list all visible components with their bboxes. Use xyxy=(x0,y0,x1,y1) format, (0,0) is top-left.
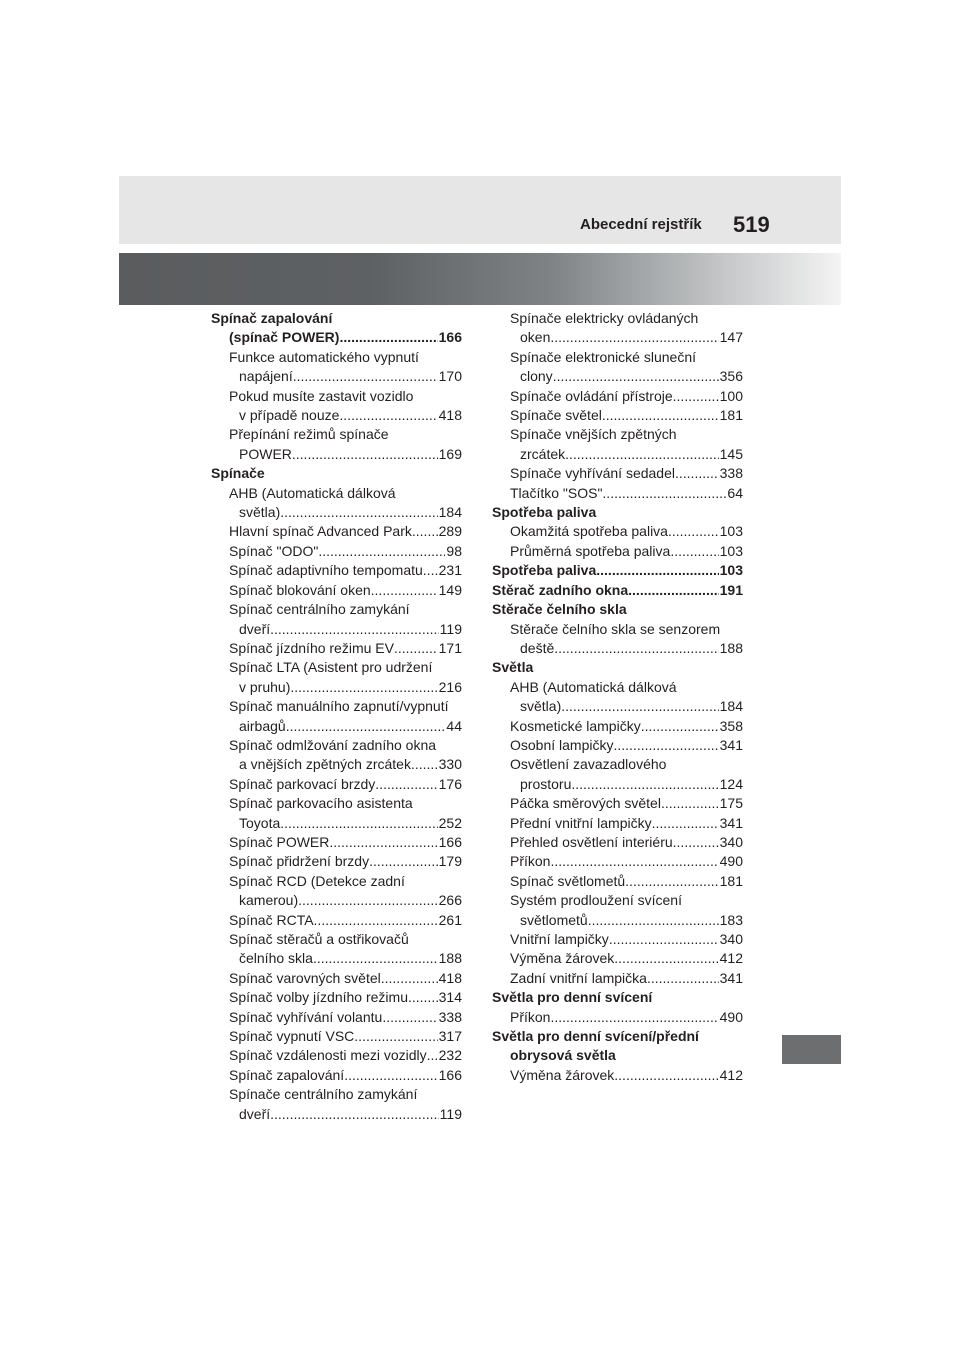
page-ref: 149 xyxy=(438,581,462,598)
page-ref: 176 xyxy=(438,775,462,792)
page-ref: 183 xyxy=(719,911,743,928)
dot-leader xyxy=(290,678,437,697)
index-entry xyxy=(211,658,462,697)
index-entry xyxy=(492,1008,743,1027)
page-ref: 100 xyxy=(719,387,743,404)
index-entry xyxy=(492,930,743,949)
dot-leader xyxy=(423,561,438,580)
entry-text: Spínač adaptivního tempomatu xyxy=(229,562,423,579)
entry-text: Spínač parkovací brzdy xyxy=(229,775,376,792)
page-ref: 103 xyxy=(719,562,743,579)
page-ref: 261 xyxy=(438,911,462,928)
dot-leader xyxy=(280,814,437,833)
index-entry xyxy=(211,542,462,561)
entry-text: Spínač blokování oken xyxy=(229,581,371,598)
index-entry xyxy=(211,600,462,639)
entry-text: Tlačítko "SOS" xyxy=(510,484,603,501)
entry-text: Spínač vzdálenosti mezi vozidly xyxy=(229,1047,427,1064)
entry-text: Spínače xyxy=(211,465,265,482)
index-entry xyxy=(492,872,743,891)
entry-text: Osobní lampičky xyxy=(510,736,614,753)
dot-leader xyxy=(625,872,718,891)
index-entry xyxy=(211,1008,462,1027)
dot-leader xyxy=(561,697,718,716)
entry-text: Zadní vnitřní lampička xyxy=(510,969,647,986)
entry-text: Stěrače čelního skla xyxy=(492,601,627,618)
index-entry xyxy=(492,620,743,659)
dot-leader xyxy=(550,852,718,871)
page-ref: 169 xyxy=(438,445,462,462)
page-ref: 330 xyxy=(438,756,462,773)
page-ref: 103 xyxy=(719,542,743,559)
dot-leader xyxy=(571,775,718,794)
entry-text: Spínač varovných světel xyxy=(229,969,381,986)
entry-text: Spínač "ODO" xyxy=(229,542,319,559)
entry-text: Světla pro denní svícení/přední xyxy=(492,1028,699,1045)
page-ref: 184 xyxy=(719,698,743,715)
page-ref: 490 xyxy=(719,853,743,870)
page-ref: 231 xyxy=(438,562,462,579)
section-title: Abecední rejstřík xyxy=(580,216,702,233)
dot-leader xyxy=(602,406,719,425)
entry-text: Spínač vypnutí VSC xyxy=(229,1028,355,1045)
page-ref: 124 xyxy=(719,775,743,792)
index-entry xyxy=(492,969,743,988)
entry-text: Spínač stěračů a ostřikovačů xyxy=(229,931,409,947)
dot-leader xyxy=(298,891,438,910)
index-heading xyxy=(211,309,462,348)
index-heading xyxy=(211,464,462,483)
entry-text: Kosmetické lampičky xyxy=(510,717,641,734)
index-entry xyxy=(211,522,462,541)
index-entry xyxy=(492,814,743,833)
page-ref: 340 xyxy=(719,833,743,850)
entry-text: Spínač volby jízdního režimu xyxy=(229,989,408,1006)
index-entry xyxy=(492,736,743,755)
entry-text: Spínač POWER xyxy=(229,833,330,850)
dot-leader xyxy=(670,542,718,561)
dot-leader xyxy=(553,367,719,386)
entry-text: Spínač centrálního zamykání xyxy=(229,601,410,618)
page-ref: 266 xyxy=(438,892,462,909)
dot-leader xyxy=(270,620,439,639)
page-ref: 188 xyxy=(719,639,743,656)
entry-text: Přepínání režimů spínače xyxy=(229,426,389,443)
entry-text: airbagů xyxy=(239,717,286,734)
entry-text: Vnitřní lampičky xyxy=(510,931,609,947)
entry-text: clony xyxy=(520,368,553,385)
dot-leader xyxy=(408,988,438,1007)
page-ref: 317 xyxy=(438,1028,462,1045)
entry-text: POWER xyxy=(239,445,292,462)
entry-text: AHB (Automatická dálková xyxy=(229,484,396,501)
dot-leader xyxy=(270,1105,439,1124)
dot-leader xyxy=(280,503,437,522)
dot-leader xyxy=(554,639,718,658)
index-entry xyxy=(211,1046,462,1065)
dot-leader xyxy=(318,542,445,561)
entry-text: Spínače vyhřívání sedadel xyxy=(510,465,675,482)
page-ref: 418 xyxy=(438,969,462,986)
page-ref: 171 xyxy=(438,639,462,656)
page-ref: 338 xyxy=(719,465,743,482)
index-entry xyxy=(211,1085,462,1124)
dot-leader xyxy=(369,852,438,871)
index-entry xyxy=(211,794,462,833)
page-ref: 179 xyxy=(438,853,462,870)
dot-leader xyxy=(292,445,438,464)
index-entry xyxy=(211,988,462,1007)
index-heading xyxy=(492,581,743,600)
page-ref: 216 xyxy=(438,678,462,695)
dot-leader xyxy=(675,464,719,483)
entry-text: Spínač zapalování xyxy=(211,310,333,326)
dot-leader xyxy=(550,1008,718,1027)
entry-text: Spínač odmlžování zadního okna xyxy=(229,736,437,753)
index-heading xyxy=(492,503,743,522)
index-entry xyxy=(492,348,743,387)
index-entry xyxy=(211,1066,462,1085)
dot-leader xyxy=(412,522,438,541)
entry-text: Spínače světel xyxy=(510,407,602,424)
dot-leader xyxy=(375,775,437,794)
entry-text: dveří xyxy=(239,1105,271,1122)
entry-text: Spínač LTA (Asistent pro udržení xyxy=(229,659,433,676)
entry-text: Výměna žárovek xyxy=(510,950,615,967)
page-ref: 289 xyxy=(438,523,462,540)
page-ref: 252 xyxy=(438,814,462,831)
page-ref: 188 xyxy=(438,950,462,967)
entry-text: Příkon xyxy=(510,853,551,870)
index-heading xyxy=(492,600,743,619)
dot-leader xyxy=(609,930,719,949)
index-entry xyxy=(492,852,743,871)
entry-text: Průměrná spotřeba paliva xyxy=(510,542,671,559)
index-entry xyxy=(492,755,743,794)
entry-text: čelního skla xyxy=(239,950,313,967)
entry-text: světla) xyxy=(239,504,281,521)
entry-text: Spínač jízdního režimu EV xyxy=(229,639,394,656)
index-entry xyxy=(211,581,462,600)
index-entry xyxy=(211,639,462,658)
dot-leader xyxy=(339,406,437,425)
page-ref: 184 xyxy=(438,504,462,521)
page-ref: 175 xyxy=(719,795,743,812)
entry-text: napájení xyxy=(239,368,293,385)
index-entry xyxy=(492,833,743,852)
index-entry xyxy=(211,852,462,871)
entry-text: a vnějších zpětných zrcátek xyxy=(239,756,411,773)
page-ref: 356 xyxy=(719,368,743,385)
index-entry xyxy=(492,387,743,406)
page-ref: 341 xyxy=(719,736,743,753)
dot-leader xyxy=(602,484,726,503)
entry-text: Pokud musíte zastavit vozidlo xyxy=(229,387,414,404)
entry-text: Spínače centrálního zamykání xyxy=(229,1086,418,1103)
index-entry xyxy=(211,697,462,736)
index-entry xyxy=(211,561,462,580)
dot-leader xyxy=(614,949,718,968)
dot-leader xyxy=(628,581,718,600)
index-entry xyxy=(492,522,743,541)
index-entry xyxy=(492,406,743,425)
index-entry xyxy=(492,425,743,464)
entry-text: Světla xyxy=(492,659,534,676)
index-entry xyxy=(211,387,462,426)
page-ref: 166 xyxy=(438,833,462,850)
dot-leader xyxy=(565,445,719,464)
page-ref: 338 xyxy=(438,1008,462,1025)
page-ref: 119 xyxy=(439,1105,462,1122)
index-entry xyxy=(211,1027,462,1046)
entry-text: Spínač přidržení brzdy xyxy=(229,853,370,870)
entry-text: zrcátek xyxy=(520,445,566,462)
entry-text: Okamžitá spotřeba paliva xyxy=(510,523,668,540)
page-ref: 103 xyxy=(719,523,743,540)
entry-text: obrysová světla xyxy=(510,1047,616,1064)
index-entry xyxy=(492,484,743,503)
index-entry xyxy=(211,348,462,387)
entry-text: Spínač vyhřívání volantu xyxy=(229,1008,383,1025)
dot-leader xyxy=(354,1027,437,1046)
entry-text: Osvětlení zavazadlového xyxy=(510,756,667,773)
page-ref: 418 xyxy=(438,407,462,424)
index-column-right xyxy=(492,309,743,1085)
index-column-left xyxy=(211,309,462,1124)
entry-text: AHB (Automatická dálková xyxy=(510,678,677,695)
dot-leader xyxy=(293,367,438,386)
entry-text: Spínače elektronické sluneční xyxy=(510,348,696,365)
index-entry xyxy=(211,736,462,775)
entry-text: Přední vnitřní lampičky xyxy=(510,814,652,831)
page-ref: 358 xyxy=(719,717,743,734)
entry-text: prostoru xyxy=(520,775,572,792)
entry-text: Přehled osvětlení interiéru xyxy=(510,833,673,850)
page-ref: 341 xyxy=(719,969,743,986)
index-entry xyxy=(211,775,462,794)
entry-text: Výměna žárovek xyxy=(510,1066,615,1083)
entry-text: Toyota xyxy=(239,814,281,831)
page-ref: 232 xyxy=(438,1047,462,1064)
entry-text: Spínače ovládání přístroje xyxy=(510,387,673,404)
entry-text: Funkce automatického vypnutí xyxy=(229,348,419,365)
dot-leader xyxy=(652,814,719,833)
index-entry xyxy=(492,794,743,813)
entry-text: Hlavní spínač Advanced Park xyxy=(229,523,412,540)
index-heading xyxy=(492,988,743,1007)
page-ref: 181 xyxy=(719,407,743,424)
dot-leader xyxy=(668,522,719,541)
index-heading xyxy=(492,1027,743,1066)
dot-leader xyxy=(661,794,719,813)
entry-text: Systém prodloužení svícení xyxy=(510,892,682,909)
dot-leader xyxy=(550,328,718,347)
dot-leader xyxy=(647,969,719,988)
page-ref: 170 xyxy=(438,368,462,385)
page-ref: 166 xyxy=(438,329,462,346)
page-ref: 191 xyxy=(719,581,743,598)
dot-leader xyxy=(613,736,718,755)
entry-text: oken xyxy=(520,329,551,346)
dot-leader xyxy=(381,969,438,988)
dot-leader xyxy=(641,717,719,736)
index-entry xyxy=(492,309,743,348)
entry-text: Spotřeba paliva xyxy=(492,504,597,521)
dot-leader xyxy=(614,1066,718,1085)
page-ref: 166 xyxy=(438,1066,462,1083)
dot-leader xyxy=(382,1008,437,1027)
index-entry xyxy=(492,949,743,968)
entry-text: dveří xyxy=(239,620,271,637)
entry-text: Spínače elektricky ovládaných xyxy=(510,310,699,326)
index-entry xyxy=(211,872,462,911)
dot-leader xyxy=(314,911,438,930)
page-ref: 64 xyxy=(727,484,743,501)
index-entry xyxy=(211,969,462,988)
page-ref: 490 xyxy=(719,1008,743,1025)
dot-leader xyxy=(313,949,438,968)
dot-leader xyxy=(371,581,438,600)
page-ref: 412 xyxy=(719,950,743,967)
index-entry xyxy=(211,930,462,969)
page-number: 519 xyxy=(733,212,770,237)
entry-text: v pruhu) xyxy=(239,678,291,695)
dot-leader xyxy=(394,639,438,658)
entry-text: Spotřeba paliva xyxy=(492,562,597,579)
index-entry xyxy=(211,484,462,523)
entry-text: kamerou) xyxy=(239,892,299,909)
index-entry xyxy=(492,542,743,561)
page-ref: 119 xyxy=(439,620,462,637)
dot-leader xyxy=(673,387,719,406)
dot-leader xyxy=(286,717,446,736)
page-ref: 145 xyxy=(719,445,743,462)
page-ref: 412 xyxy=(719,1066,743,1083)
chapter-side-tab xyxy=(782,1035,841,1064)
page-ref: 44 xyxy=(446,717,462,734)
header-gradient-bar xyxy=(119,253,841,305)
entry-text: Spínač RCTA xyxy=(229,911,314,928)
index-heading xyxy=(492,658,743,677)
index-entry xyxy=(492,1066,743,1085)
page-ref: 181 xyxy=(719,872,743,889)
dot-leader xyxy=(427,1046,438,1065)
entry-text: Světla pro denní svícení xyxy=(492,989,653,1006)
page-ref: 341 xyxy=(719,814,743,831)
dot-leader xyxy=(344,1066,437,1085)
index-entry xyxy=(211,833,462,852)
entry-text: Spínač zapalování xyxy=(229,1066,345,1083)
page-ref: 340 xyxy=(719,931,743,947)
dot-leader xyxy=(596,561,718,580)
dot-leader xyxy=(411,755,438,774)
index-heading xyxy=(492,561,743,580)
index-entry xyxy=(492,891,743,930)
entry-text: deště xyxy=(520,639,555,656)
dot-leader xyxy=(339,328,437,347)
page-ref: 147 xyxy=(719,329,743,346)
page-ref: 314 xyxy=(438,989,462,1006)
entry-text: Páčka směrových světel xyxy=(510,795,661,812)
dot-leader xyxy=(588,911,719,930)
entry-text: Příkon xyxy=(510,1008,551,1025)
entry-text: Spínač manuálního zapnutí/vypnutí xyxy=(229,698,449,715)
entry-text: Spínače vnějších zpětných xyxy=(510,426,677,443)
index-entry xyxy=(211,911,462,930)
entry-text: Spínač světlometů xyxy=(510,872,626,889)
page-ref: 98 xyxy=(446,542,462,559)
entry-text: Stěrač zadního okna xyxy=(492,581,629,598)
entry-text: v případě nouze xyxy=(239,407,340,424)
index-entry xyxy=(492,678,743,717)
entry-text: Stěrače čelního skla se senzorem xyxy=(510,620,721,637)
index-entry xyxy=(492,464,743,483)
entry-text: Spínač parkovacího asistenta xyxy=(229,795,413,812)
entry-text: Spínač RCD (Detekce zadní xyxy=(229,872,405,889)
index-entry xyxy=(492,717,743,736)
dot-leader xyxy=(329,833,437,852)
entry-text: (spínač POWER) xyxy=(229,329,340,346)
entry-text: světlometů xyxy=(520,911,588,928)
dot-leader xyxy=(673,833,719,852)
index-entry xyxy=(211,425,462,464)
entry-text: světla) xyxy=(520,698,562,715)
